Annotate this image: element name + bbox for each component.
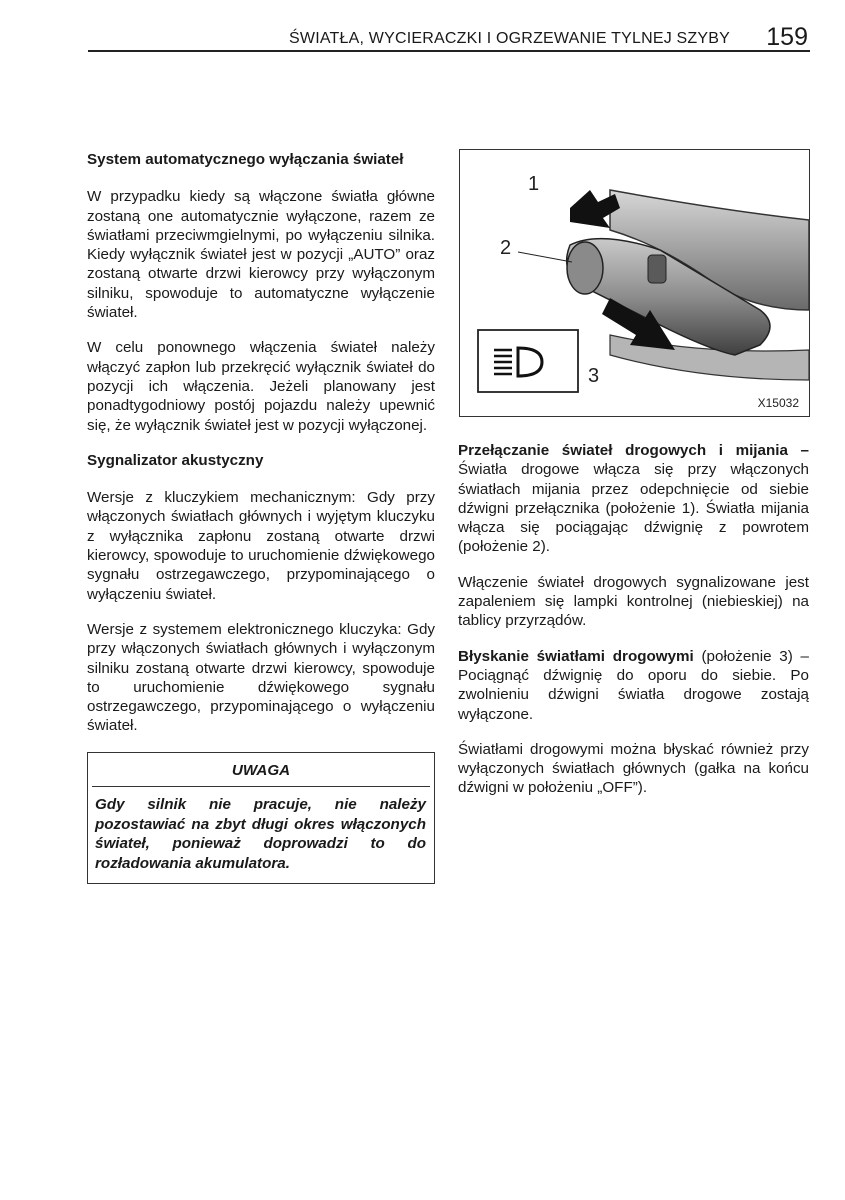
paragraph-lead: Przełączanie świateł drogowych i mijania – <box>458 442 809 459</box>
label-1: 1 <box>528 173 540 195</box>
paragraph: Światłami drogowymi można błyskać również przy wyłączonych światłach głównych (gałka na końcu dźwigni w położeniu „OFF”). <box>458 740 809 797</box>
paragraph-body: Światła drogowe włącza się przy włączonych światłach mijania przez odepchnięcie od siebie dźwigni przełącznika (położenie 1). Światła mijania włącza się pociągając dźwignię z powrotem (położenie 2). <box>458 461 809 556</box>
label-3: 3 <box>588 365 600 387</box>
lever-illustration <box>460 150 809 416</box>
left-column <box>87 150 435 884</box>
paragraph: Włączenie świateł drogowych sygnalizowane jest zapaleniem się lampki kontrolnej (niebieskiej) na tablicy przyrządów. <box>458 573 809 630</box>
paragraph: W celu ponownego włączenia świateł należy włączyć zapłon lub przekręcić wyłącznik świateł do pozycji ich włączenia. Jeżeli planowany jest ponadtygodniowy postój pojazdu należy upewnić się, że wyłącznik świateł jest w pozycji wyłączonej. <box>87 339 435 434</box>
warning-text: Gdy silnik nie pracuje, nie należy pozostawiać na zbyt długi okres włączonych świateł, ponieważ doprowadzi to do rozładowania akumulatora. <box>95 796 426 872</box>
warning-box <box>87 752 435 884</box>
right-column <box>458 441 809 814</box>
label-2: 2 <box>500 237 512 259</box>
page-number: 159 <box>766 23 808 51</box>
section-heading-buzzer: Sygnalizator akustyczny <box>87 451 264 469</box>
warning-title: UWAGA <box>92 753 430 787</box>
paragraph-flashing <box>458 647 809 724</box>
paragraph: W przypadku kiedy są włączone światła główne zostaną one automatycznie wyłączone, razem ze światłami przeciwmgielnymi, po wyłączeniu silnika. Kiedy wyłącznik świateł jest w pozycji „AUTO” oraz zostaną otwarte drzwi kierowcy przy wyłączonym silniku, spowoduje to automatyczne wyłączenie świateł. <box>87 188 435 322</box>
chapter-title: ŚWIATŁA, WYCIERACZKI I OGRZEWANIE TYLNEJ SZYBY <box>289 30 730 47</box>
paragraph-beam-switching <box>458 441 809 557</box>
indicator-box <box>478 330 578 392</box>
paragraph-body: (położenie 3) – Pociągnąć dźwignię do oporu do siebie. Po zwolnieniu dźwigni światła drogowe zostają wyłączone. <box>458 647 809 723</box>
paragraph: Wersje z systemem elektronicznego kluczyka: Gdy przy włączonych światłach głównych i wyłączonym silniku zostaną otwarte drzwi kierowcy, spowoduje to uruchomienie dźwiękowego sygnału ostrzegawczego, przypominającego o wyłączeniu świateł. <box>87 620 435 735</box>
paragraph-lead: Błyskanie światłami drogowymi <box>458 647 694 665</box>
headlight-lever-figure <box>459 149 810 417</box>
paragraph: Wersje z kluczykiem mechanicznym: Gdy przy włączonych światłach głównych i wyjętym kluczyku z wyłącznika zapłonu zostaną otwarte drzwi kierowcy, spowoduje to uruchomienie dźwiękowego sygnału ostrzegawczego, przypominającego o wyłączeniu świateł. <box>87 489 435 603</box>
page-header <box>88 22 810 52</box>
section-heading-auto-off: System automatycznego wyłączania świateł <box>87 151 404 168</box>
figure-code: X15032 <box>757 396 799 410</box>
